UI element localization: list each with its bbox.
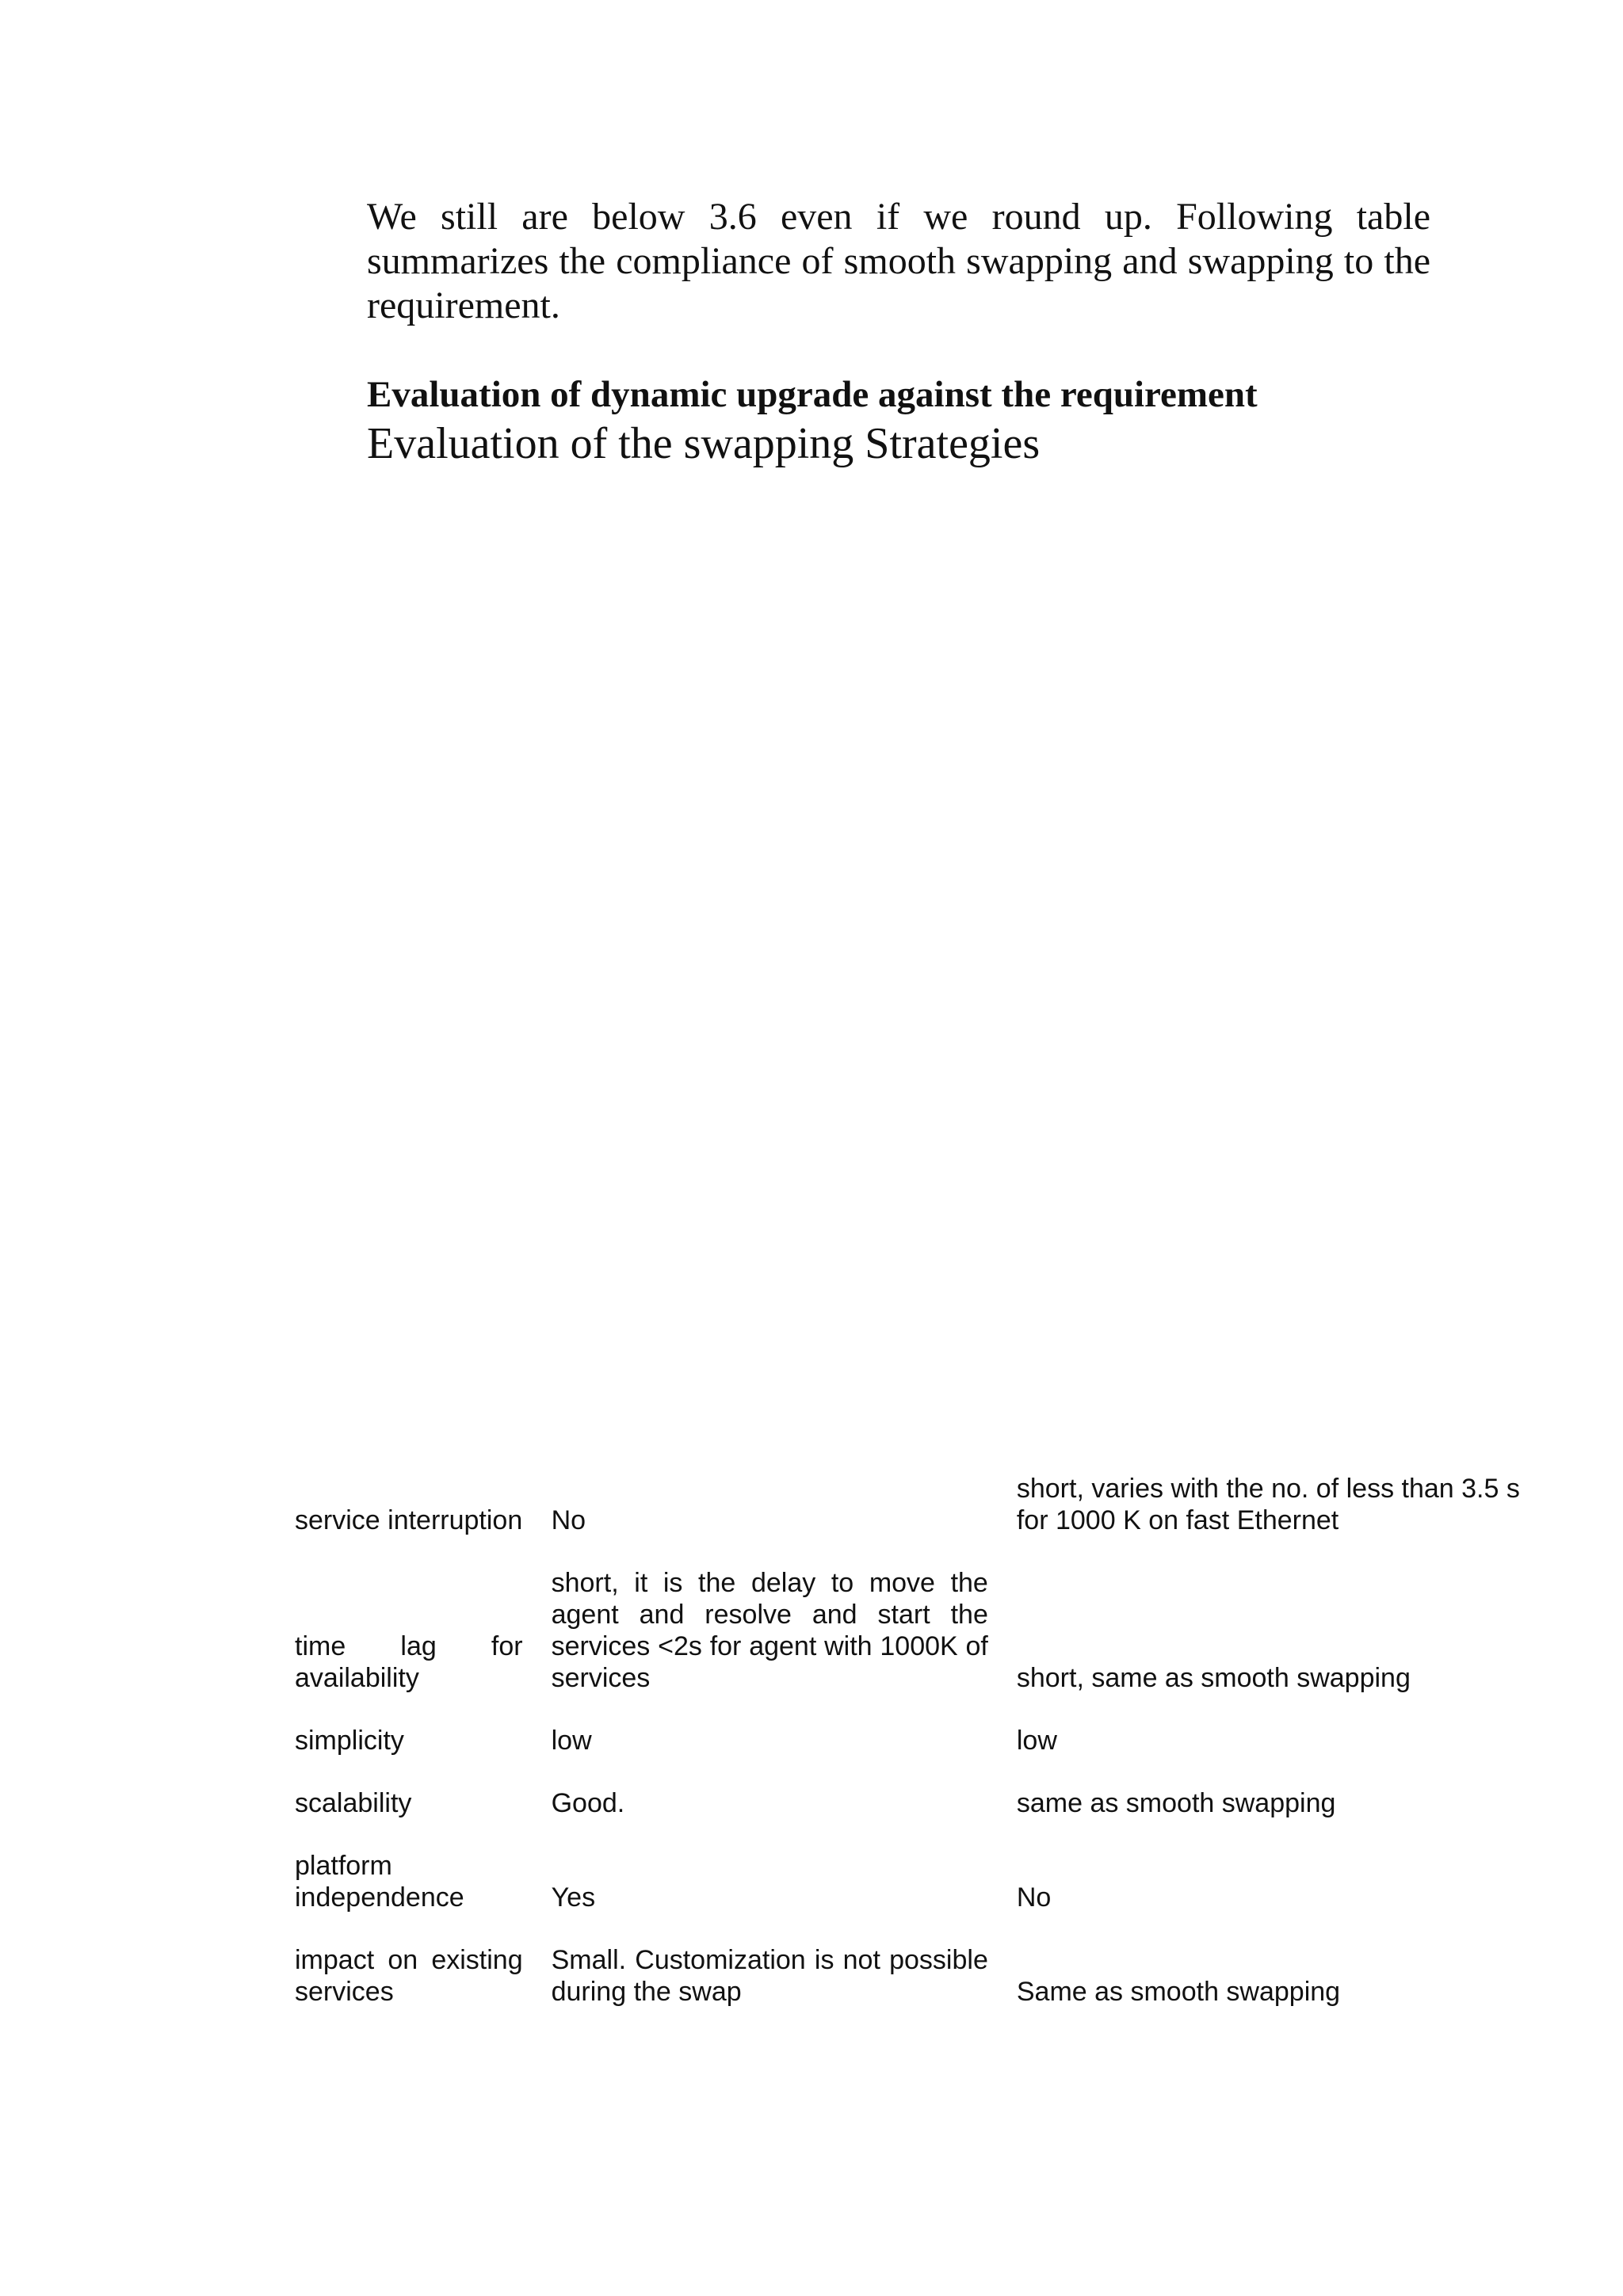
smooth-swapping-cell: Yes	[551, 1882, 596, 1913]
table-row	[295, 1725, 1523, 1756]
smooth-swapping-cell: low	[551, 1726, 592, 1756]
intro-paragraph: We still are below 3.6 even if we round up. Following table summarizes the compliance of smooth swapping and swapping to the requirement.	[367, 196, 1430, 326]
criterion-cell: time lag for availability	[295, 1631, 523, 1693]
criterion-cell: scalability	[295, 1788, 412, 1818]
smooth-swapping-cell: Good.	[551, 1788, 625, 1818]
swapping-cell: low	[1016, 1726, 1057, 1756]
criterion-cell: simplicity	[295, 1726, 404, 1756]
criterion-cell: service interruption	[295, 1505, 523, 1535]
swapping-cell: Same as smooth swapping	[1016, 1977, 1341, 2007]
smooth-swapping-cell: short, it is the delay to move the agent and resolve and start the services <2s for agent with 1000K of services	[551, 1568, 988, 1693]
table-row	[295, 1473, 1523, 1536]
swapping-cell: short, varies with the no. of less than 3.5 s for 1000 K on fast Ethernet	[1016, 1474, 1520, 1535]
criterion-cell: impact on existing services	[295, 1945, 523, 2007]
table-row	[295, 1787, 1523, 1819]
section-heading: Evaluation of the swapping Strategies	[367, 419, 1041, 468]
swapping-cell: same as smooth swapping	[1016, 1788, 1336, 1818]
evaluation-table	[295, 1473, 1523, 2039]
section-heading-bold: Evaluation of dynamic upgrade against the requirement	[367, 374, 1258, 415]
smooth-swapping-cell: Small. Customization is not possible during the swap	[551, 1945, 988, 2007]
swapping-cell: No	[1016, 1882, 1052, 1913]
table-row	[295, 1944, 1523, 2008]
table-row	[295, 1567, 1523, 1694]
swapping-cell: short, same as smooth swapping	[1016, 1663, 1411, 1693]
criterion-cell: platform independence	[295, 1851, 464, 1913]
smooth-swapping-cell: No	[551, 1505, 586, 1535]
table-row	[295, 1850, 1523, 1913]
